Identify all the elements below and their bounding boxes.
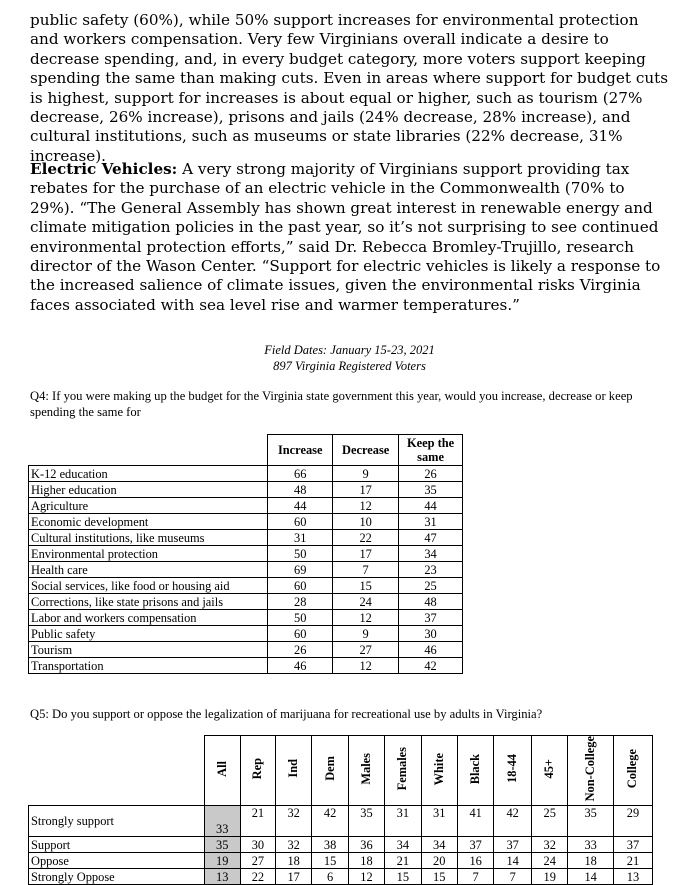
q5-cell: 18 <box>568 853 614 869</box>
paragraph-electric-vehicles <box>30 160 670 315</box>
q5-cell: 20 <box>421 853 457 869</box>
q4-cell: 48 <box>399 594 463 610</box>
q5-cell: 27 <box>240 853 275 869</box>
q5-corner <box>29 736 205 806</box>
q4-cell: 23 <box>399 562 463 578</box>
q4-cell: 60 <box>268 514 333 530</box>
paragraph-budget-summary: public safety (60%), while 50% support increases for environmental protection and workers compensation. Very few Virginians overall indicate a desire to decrease spending, and, in every budget category, more voters support keeping spending the same than making cuts. Even in areas where support for budget cuts is highest, support for increases is about equal or higher, such as tourism (27% decrease, 26% increase), prisons and jails (24% decrease, 28% increase), and cultural institutions, such as museums or state libraries (22% decrease, 31% increase). <box>30 11 669 165</box>
q4-corner <box>29 435 268 466</box>
q5-col-header <box>240 736 275 806</box>
q4-cell: 12 <box>333 498 399 514</box>
q5-cell: 15 <box>385 869 421 885</box>
q4-cell: 10 <box>333 514 399 530</box>
q4-row-label: Economic development <box>29 514 268 530</box>
q4-cell: 37 <box>399 610 463 626</box>
q4-cell: 44 <box>399 498 463 514</box>
q4-row-label: Tourism <box>29 642 268 658</box>
q5-col-label: Ind <box>286 759 301 778</box>
q5-cell: 31 <box>385 806 421 837</box>
q4-cell: 50 <box>268 610 333 626</box>
table-row <box>29 869 653 885</box>
q5-cell: 35 <box>348 806 384 837</box>
q5-cell: 33 <box>204 806 240 837</box>
q4-row-label: Agriculture <box>29 498 268 514</box>
q5-cell: 6 <box>312 869 348 885</box>
table-row <box>29 514 463 530</box>
q5-cell: 37 <box>494 837 532 853</box>
q5-cell: 13 <box>204 869 240 885</box>
q4-cell: 31 <box>399 514 463 530</box>
q5-row-label: Support <box>29 837 205 853</box>
q4-row-label: Higher education <box>29 482 268 498</box>
q5-col-header <box>494 736 532 806</box>
q5-col-label: Females <box>395 747 410 791</box>
table-row <box>29 853 653 869</box>
q5-col-label: Males <box>358 752 373 785</box>
q5-cell: 21 <box>613 853 652 869</box>
q5-marijuana-table <box>28 735 653 885</box>
q5-cell: 41 <box>457 806 493 837</box>
q4-cell: 12 <box>333 658 399 674</box>
q4-cell: 46 <box>268 658 333 674</box>
q5-cell: 31 <box>421 806 457 837</box>
q4-col-decrease: Decrease <box>333 435 399 466</box>
q5-cell: 21 <box>385 853 421 869</box>
table-row <box>29 546 463 562</box>
q5-col-label: Dem <box>322 756 337 782</box>
q5-row-label: Oppose <box>29 853 205 869</box>
q5-cell: 35 <box>568 806 614 837</box>
q4-cell: 28 <box>268 594 333 610</box>
q5-cell: 22 <box>240 869 275 885</box>
table-row <box>29 482 463 498</box>
q4-cell: 26 <box>399 466 463 482</box>
q4-row-label: Public safety <box>29 626 268 642</box>
q4-col-increase: Increase <box>268 435 333 466</box>
q4-cell: 25 <box>399 578 463 594</box>
q5-cell: 7 <box>494 869 532 885</box>
q5-cell: 21 <box>240 806 275 837</box>
q4-cell: 34 <box>399 546 463 562</box>
table-row <box>29 610 463 626</box>
q5-cell: 35 <box>204 837 240 853</box>
table-row <box>29 594 463 610</box>
q5-col-label: All <box>214 760 229 777</box>
q4-cell: 42 <box>399 658 463 674</box>
table-row <box>29 498 463 514</box>
q5-cell: 34 <box>385 837 421 853</box>
q4-cell: 12 <box>333 610 399 626</box>
q4-cell: 30 <box>399 626 463 642</box>
q5-col-label: White <box>431 752 446 785</box>
q5-cell: 42 <box>494 806 532 837</box>
q4-cell: 27 <box>333 642 399 658</box>
q5-cell: 42 <box>312 806 348 837</box>
q4-cell: 60 <box>268 578 333 594</box>
q4-cell: 60 <box>268 626 333 642</box>
q5-col-header <box>532 736 568 806</box>
q4-cell: 50 <box>268 546 333 562</box>
q4-cell: 48 <box>268 482 333 498</box>
q5-col-label: 18-44 <box>505 754 520 784</box>
q5-cell: 14 <box>568 869 614 885</box>
q5-cell: 32 <box>275 806 311 837</box>
q5-col-label: Black <box>468 753 483 784</box>
q4-row-label: Labor and workers compensation <box>29 610 268 626</box>
q4-row-label: Health care <box>29 562 268 578</box>
q5-cell: 13 <box>613 869 652 885</box>
q4-cell: 31 <box>268 530 333 546</box>
q5-cell: 24 <box>532 853 568 869</box>
q5-cell: 17 <box>275 869 311 885</box>
q5-col-header <box>568 736 614 806</box>
q5-question: Q5: Do you support or oppose the legalization of marijuana for recreational use by adults in Virginia? <box>30 707 543 721</box>
q5-cell: 37 <box>613 837 652 853</box>
q5-col-header <box>348 736 384 806</box>
q5-cell: 32 <box>275 837 311 853</box>
q5-col-header <box>457 736 493 806</box>
q5-cell: 14 <box>494 853 532 869</box>
q4-row-label: Environmental protection <box>29 546 268 562</box>
q4-row-label: Transportation <box>29 658 268 674</box>
table-row <box>29 626 463 642</box>
q4-cell: 66 <box>268 466 333 482</box>
q4-cell: 15 <box>333 578 399 594</box>
q5-cell: 15 <box>421 869 457 885</box>
table-row <box>29 658 463 674</box>
q5-row-label: Strongly Oppose <box>29 869 205 885</box>
q4-cell: 22 <box>333 530 399 546</box>
ev-heading: Electric Vehicles: <box>30 160 178 178</box>
voter-count: 897 Virginia Registered Voters <box>273 359 426 373</box>
q4-question: Q4: If you were making up the budget for the Virginia state government this year, would you increase, decrease or keep spending the same for <box>30 389 633 419</box>
q4-cell: 46 <box>399 642 463 658</box>
q5-col-header <box>204 736 240 806</box>
q4-row-label: Corrections, like state prisons and jails <box>29 594 268 610</box>
q5-cell: 18 <box>275 853 311 869</box>
q4-cell: 7 <box>333 562 399 578</box>
table-row <box>29 837 653 853</box>
q5-cell: 29 <box>613 806 652 837</box>
q5-cell: 19 <box>204 853 240 869</box>
q4-cell: 44 <box>268 498 333 514</box>
q4-cell: 9 <box>333 466 399 482</box>
table-row <box>29 806 653 837</box>
q4-col-keep: Keep the same <box>399 435 463 466</box>
q4-header-row <box>29 435 463 466</box>
q4-cell: 9 <box>333 626 399 642</box>
q4-row-label: Cultural institutions, like museums <box>29 530 268 546</box>
q5-col-header <box>613 736 652 806</box>
q4-budget-table <box>28 434 463 674</box>
q5-cell: 33 <box>568 837 614 853</box>
q5-cell: 37 <box>457 837 493 853</box>
q5-cell: 18 <box>348 853 384 869</box>
q4-cell: 24 <box>333 594 399 610</box>
q5-cell: 36 <box>348 837 384 853</box>
table-row <box>29 578 463 594</box>
q5-cell: 38 <box>312 837 348 853</box>
q4-row-label: K-12 education <box>29 466 268 482</box>
table-row <box>29 562 463 578</box>
q5-col-header <box>421 736 457 806</box>
q5-col-label: 45+ <box>542 758 557 779</box>
q4-cell: 69 <box>268 562 333 578</box>
q5-col-header <box>275 736 311 806</box>
q5-cell: 16 <box>457 853 493 869</box>
q5-cell: 7 <box>457 869 493 885</box>
q4-cell: 17 <box>333 482 399 498</box>
q5-cell: 12 <box>348 869 384 885</box>
table-row <box>29 530 463 546</box>
table-row <box>29 642 463 658</box>
q4-row-label: Social services, like food or housing aid <box>29 578 268 594</box>
q5-cell: 15 <box>312 853 348 869</box>
field-dates: Field Dates: January 15-23, 2021 <box>264 343 435 357</box>
q4-cell: 17 <box>333 546 399 562</box>
q5-cell: 25 <box>532 806 568 837</box>
table-row <box>29 466 463 482</box>
q4-cell: 35 <box>399 482 463 498</box>
ev-body: A very strong majority of Virginians support providing tax rebates for the purchase of an electric vehicle in the Commonwealth (70% to 29%). “The General Assembly has shown great interest in renewable energy and climate mitigation policies in the past year, so it’s not surprising to see continued environmental protection efforts,” said Dr. Rebecca Bromley-Trujillo, research director of the Wason Center. “Support for electric vehicles is likely a response to the increased salience of climate issues, given the environmental risks Virginia faces associated with sea level rise and warmer temperatures.” <box>30 160 661 314</box>
q5-row-label: Strongly support <box>29 806 205 837</box>
q5-header-row <box>29 736 653 806</box>
q5-cell: 30 <box>240 837 275 853</box>
q5-col-header <box>385 736 421 806</box>
q5-cell: 34 <box>421 837 457 853</box>
q5-col-label: Non-College <box>583 736 598 802</box>
q5-col-label: Rep <box>250 758 265 780</box>
q4-cell: 26 <box>268 642 333 658</box>
q5-col-label: College <box>625 749 640 789</box>
q5-col-header <box>312 736 348 806</box>
q4-cell: 47 <box>399 530 463 546</box>
q5-cell: 19 <box>532 869 568 885</box>
q5-cell: 32 <box>532 837 568 853</box>
